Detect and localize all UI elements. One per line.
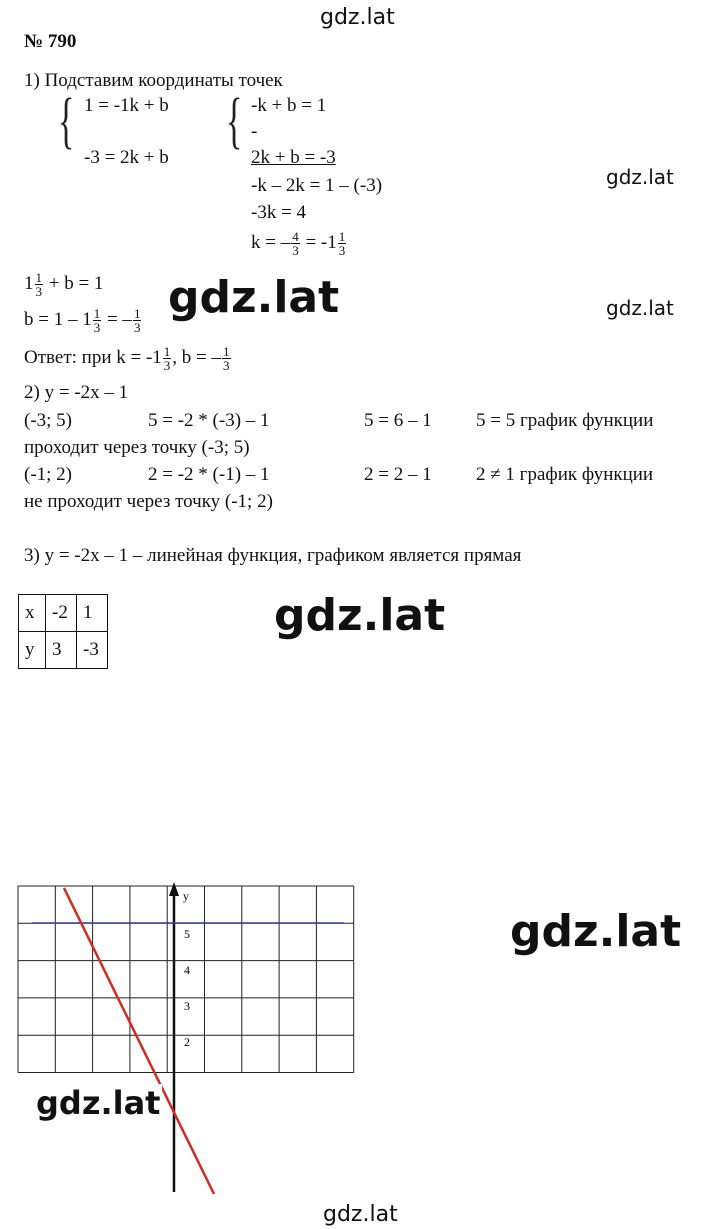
table-row-x [19, 595, 108, 632]
conclusion-1: проходит через точку (-3; 5) [24, 437, 250, 458]
part2-heading: 2) y = -2x – 1 [24, 382, 129, 403]
watermark-graph: gdz.lat [36, 1084, 161, 1122]
b-line-2: b = 1 – 1 $\frac{1}{3}$ = – $\frac{1}{3}$ [24, 306, 141, 335]
system-left-eq2: -3 = 2k + b [84, 147, 169, 168]
k-prefix: k = – [251, 231, 291, 253]
k-result [251, 230, 347, 257]
table-row-y [19, 632, 108, 669]
row1-calc: 5 = 6 – 1 [364, 410, 432, 431]
y-axis-arrow [169, 882, 179, 896]
tick-label-2: 2 [184, 1035, 190, 1049]
system-right-minus: - [251, 121, 258, 142]
y-axis-label: y [183, 889, 189, 903]
tick-label-4: 4 [184, 963, 190, 977]
watermark-bottom: gdz.lat [323, 1202, 398, 1227]
row2-point: (-1; 2) [24, 464, 73, 485]
row1-result: 5 = 5 график функции [476, 410, 654, 431]
answer-line: Ответ: при k = -1 $\frac{1}{3}$ , b = – $\frac{1}{3}$ [24, 344, 230, 373]
part1-heading: 1) Подставим координаты точек [24, 70, 283, 91]
value-table [18, 594, 108, 669]
row1-sub: 5 = -2 * (-3) – 1 [148, 410, 270, 431]
row2-sub: 2 = -2 * (-1) – 1 [148, 464, 270, 485]
watermark-large-2: gdz.lat [274, 590, 446, 641]
part3-heading: 3) y = -2x – 1 – линейная функция, графиком является прямая [24, 545, 522, 566]
step-1: -k – 2k = 1 – (-3) [251, 175, 383, 196]
watermark-large-1: gdz.lat [168, 272, 340, 323]
row1-point: (-3; 5) [24, 410, 73, 431]
problem-number: № 790 [24, 31, 77, 52]
tick-label-3: 3 [184, 999, 190, 1013]
brace-left: { [58, 87, 75, 155]
table-cell: 3 [46, 632, 77, 669]
step-2: -3k = 4 [251, 202, 307, 223]
b-line-1: 1 $\frac{1}{3}$ + b = 1 [24, 270, 104, 299]
row2-result: 2 ≠ 1 график функции [476, 464, 654, 485]
watermark-right-1: gdz.lat [606, 165, 674, 189]
watermark-large-3: gdz.lat [510, 906, 682, 957]
system-right-eq2: 2k + b = -3 [251, 147, 336, 168]
watermark-top: gdz.lat [320, 5, 395, 30]
k-frac-1: $\frac{4}{3}$ [292, 229, 299, 258]
tick-label-5: 5 [184, 927, 190, 941]
watermark-right-2: gdz.lat [606, 296, 674, 320]
brace-right: { [226, 87, 243, 155]
table-cell: -3 [77, 632, 108, 669]
row2-calc: 2 = 2 – 1 [364, 464, 432, 485]
table-cell: y [19, 632, 46, 669]
system-right-eq1: -k + b = 1 [251, 95, 327, 116]
table-cell: -2 [46, 595, 77, 632]
table-cell: 1 [77, 595, 108, 632]
system-left-eq1: 1 = -1k + b [84, 95, 169, 116]
table-cell: x [19, 595, 46, 632]
function-line [64, 888, 214, 1194]
conclusion-2: не проходит через точку (-1; 2) [24, 491, 273, 512]
k-frac-2: $\frac{1}{3}$ [338, 229, 346, 258]
function-graph [14, 880, 374, 1210]
k-mid: = -1 [300, 231, 337, 253]
